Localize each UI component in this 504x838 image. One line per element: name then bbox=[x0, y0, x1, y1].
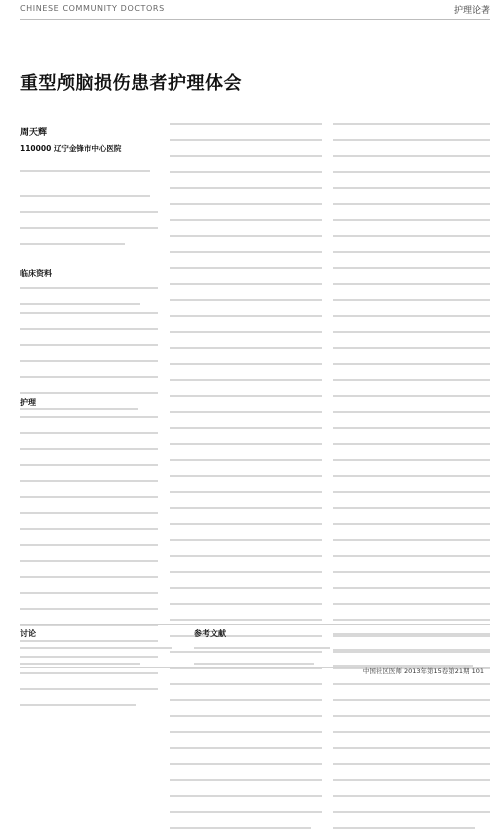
masthead bbox=[20, 0, 490, 20]
section-heading-references: 参考文献 bbox=[194, 629, 226, 638]
nursing-paragraph-right bbox=[333, 118, 490, 838]
abstract-paragraph bbox=[20, 190, 158, 254]
section-heading-nursing: 护理 bbox=[20, 398, 36, 407]
discussion-paragraph bbox=[20, 642, 172, 674]
author-affiliation: 110000 辽宁金锋市中心医院 bbox=[20, 144, 122, 153]
section-heading-clinical: 临床资料 bbox=[20, 269, 52, 278]
author-name: 周天辉 bbox=[20, 128, 48, 138]
section-heading-discussion: 讨论 bbox=[20, 629, 36, 638]
clinical-paragraph-2 bbox=[20, 307, 158, 419]
lower-divider bbox=[20, 624, 490, 625]
section-label: 护理论著 bbox=[453, 6, 490, 16]
journal-english-name: CHINESE COMMUNITY DOCTORS bbox=[20, 4, 165, 13]
nursing-paragraph-middle bbox=[170, 118, 322, 838]
article-title: 重型颅脑损伤患者护理体会 bbox=[20, 73, 242, 94]
page-footer: 中国社区医师 2013年第15卷第21期 101 bbox=[362, 667, 484, 675]
references-list-left bbox=[194, 642, 330, 674]
doi-block bbox=[20, 165, 158, 181]
masthead-divider bbox=[20, 19, 490, 20]
